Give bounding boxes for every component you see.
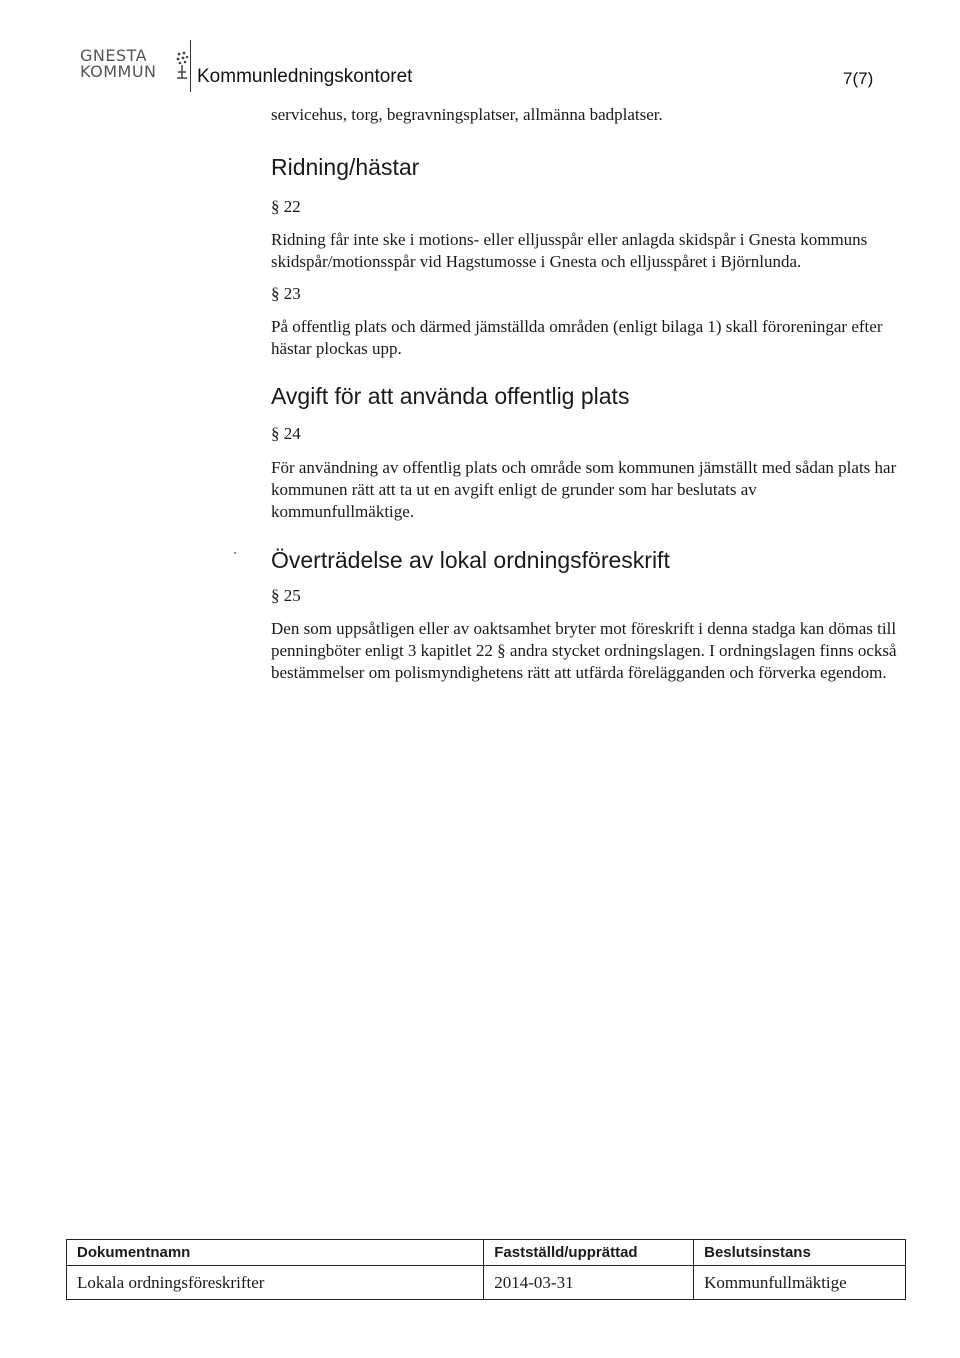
section-23-label: § 23	[271, 284, 301, 303]
gnesta-kommun-logo	[80, 48, 192, 96]
section-25-text: Den som uppsåtligen eller av oaktsamhet bryter mot föreskrift i denna stadga kan dömas till penningböter enligt 3 kapitlet 22 § andra stycket ordningslagen. I ordningslagen finns också bestämmelser om polismyndighetens rätt att utfärda förelägganden och förverka egendom.	[271, 619, 897, 682]
section-24-label: § 24	[271, 424, 301, 443]
section-22-text: Ridning får inte ske i motions- eller elljusspår eller anlagda skidspår i Gnesta kommuns skidspår/motionsspår vid Hagstumosse i Gnesta och elljusspåret i Björnlunda.	[271, 230, 868, 271]
section-23-text: På offentlig plats och därmed jämställda områden (enligt bilaga 1) skall föroreningar efter hästar plockas upp.	[271, 317, 883, 358]
document-body	[271, 104, 901, 684]
footer-value-row	[67, 1266, 906, 1300]
heading-avgift: Avgift för att använda offentlig plats	[271, 383, 630, 409]
section-25-label: § 25	[271, 586, 301, 605]
footer-header-established: Fastställd/upprättad	[484, 1240, 694, 1266]
scan-speck	[234, 552, 236, 554]
document-info-table	[66, 1239, 906, 1300]
logo-text-line2: KOMMUN	[80, 62, 157, 81]
header-divider	[190, 40, 191, 92]
heading-ridning-hastar: Ridning/hästar	[271, 154, 420, 180]
heading-overtradelse: Överträdelse av lokal ordningsföreskrift	[271, 547, 670, 573]
footer-header-row	[67, 1240, 906, 1266]
intro-paragraph: servicehus, torg, begravningsplatser, allmänna badplatser.	[271, 105, 663, 124]
footer-value-date: 2014-03-31	[484, 1266, 694, 1300]
logo-text-line1: GNESTA	[80, 46, 148, 65]
footer-value-document-name: Lokala ordningsföreskrifter	[67, 1266, 484, 1300]
crest-icon	[175, 50, 189, 82]
page-number: 7(7)	[843, 69, 874, 88]
footer-header-decision-body: Beslutsinstans	[694, 1240, 906, 1266]
section-22-label: § 22	[271, 197, 301, 216]
section-24-text: För användning av offentlig plats och område som kommunen jämställt med sådan plats har kommunen rätt att ta ut en avgift enligt de grunder som har beslutats av kommunfullmäktige.	[271, 458, 897, 521]
footer-header-document-name: Dokumentnamn	[67, 1240, 484, 1266]
footer-value-decision-body: Kommunfullmäktige	[694, 1266, 906, 1300]
organization-name: Kommunledningskontoret	[197, 66, 413, 87]
